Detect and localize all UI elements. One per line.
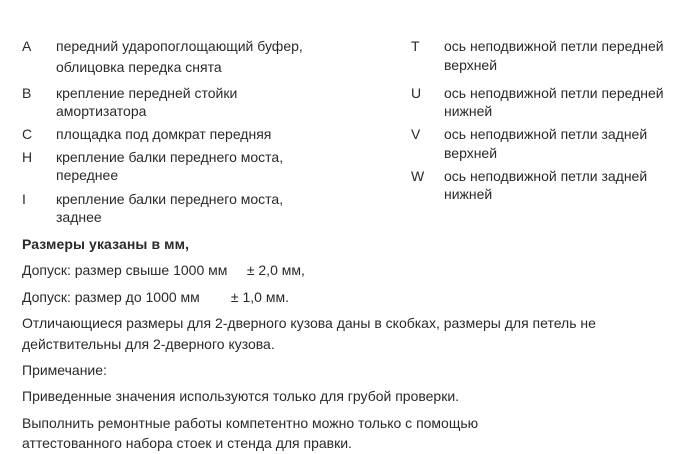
- repair-note-line2: аттестованного набора стоек и стенда для правки.: [22, 435, 352, 451]
- two-door-note-line2: действительны для 2-дверного кузова.: [22, 336, 275, 352]
- legend-text-line: крепление балки переднего моста,: [56, 149, 284, 165]
- legend-text-line: передний удароп​оглощающий буфер,: [56, 38, 303, 54]
- two-door-note-line1: Отличающиеся размеры для 2-дверного кузова даны в скобках, размеры для петель не: [22, 315, 596, 331]
- legend-text-line: ось неподвижной петли задней: [444, 126, 648, 142]
- legend-text-line: площадка под домкрат передняя: [56, 126, 272, 142]
- legend-text-line: крепление балки переднего моста,: [56, 191, 284, 207]
- remark-text: Приведенные значения используются только для грубой проверки.: [22, 388, 460, 404]
- legend-text-line: заднее: [56, 209, 102, 225]
- legend-key: H: [22, 149, 33, 165]
- tolerance-below-note: Допуск: размер до 1000 мм ± 1,0 мм.: [22, 289, 289, 305]
- legend-text-line: ось неподвижной петли задней: [444, 168, 648, 184]
- repair-note-line1: Выполнить ремонтные работы компетентно можно только с помощью: [22, 415, 479, 431]
- legend-key: U: [411, 85, 422, 101]
- legend-text-line: ось неподвижной петли передней: [444, 85, 664, 101]
- legend-key: B: [22, 85, 32, 101]
- legend-text-line: ось неподвижной петли передней: [444, 38, 664, 54]
- legend-key: I: [22, 191, 26, 207]
- legend-text-line: крепление передней стойки: [56, 85, 238, 101]
- tolerance-above-note: Допуск: размер свыше 1000 мм ± 2,0 мм,: [22, 262, 305, 278]
- remark-label: Примечание:: [22, 362, 107, 378]
- legend-text-line: нижней: [444, 186, 493, 202]
- legend-key: W: [411, 168, 425, 184]
- legend-key: A: [22, 38, 32, 54]
- dimensions-note: Размеры указаны в мм,: [22, 236, 190, 252]
- legend-text-line: верхней: [444, 57, 498, 73]
- legend-text-line: амортизатора: [56, 103, 147, 119]
- legend-text-line: нижней: [444, 103, 493, 119]
- legend-text-line: переднее: [56, 167, 119, 183]
- legend-key: T: [411, 38, 420, 54]
- legend-text-line: верхней: [444, 145, 498, 161]
- legend-key: V: [411, 126, 421, 142]
- legend-text-line: облицовка передка снята: [56, 59, 222, 75]
- legend-key: C: [22, 126, 33, 142]
